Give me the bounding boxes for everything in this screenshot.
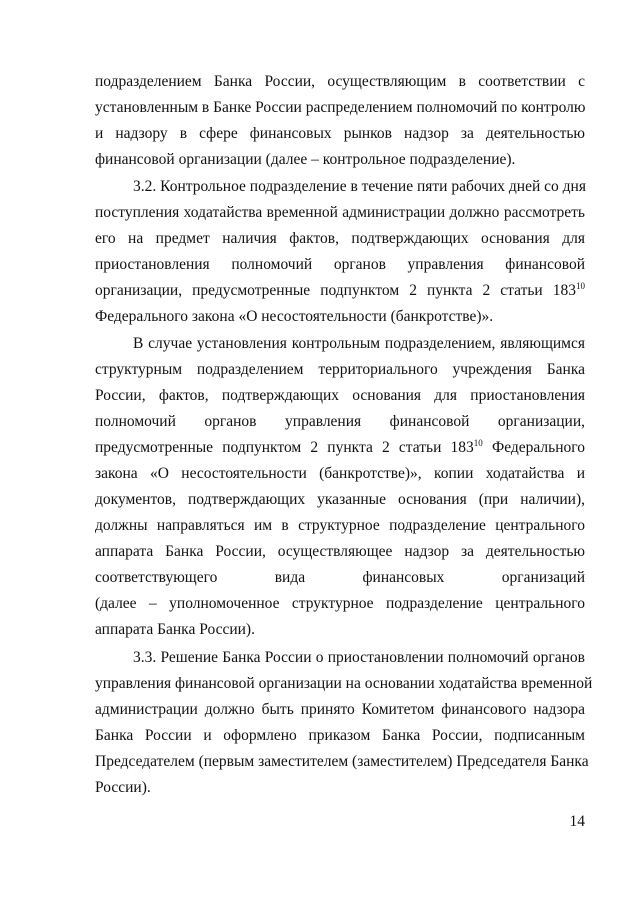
paragraph-4-line-2: управления финансовой организации на основании ходатайства временной bbox=[95, 675, 593, 692]
paragraph-3-line-8: должны направляться им в структурное подразделение центрального bbox=[95, 517, 585, 534]
paragraph-1-line-1: подразделением Банка России, осуществляющим в соответствии с bbox=[95, 73, 585, 90]
article-superscript: 10 bbox=[576, 280, 585, 291]
paragraph-4-line-3: администрации должно быть принято Комитетом финансового надзора bbox=[95, 701, 585, 718]
paragraph-2-line-3: его на предмет наличия фактов, подтверждающих основания для bbox=[95, 230, 585, 247]
paragraph-3-line-3: России, фактов, подтверждающих основания для приостановления bbox=[95, 387, 585, 404]
paragraph-2-line-5-text: организации, предусмотренные подпунктом 2 пункта 2 статьи 183 bbox=[95, 282, 576, 299]
paragraph-4-line-5: Председателем (первым заместителем (заместителем) Председателя Банка bbox=[95, 753, 589, 770]
paragraph-4-line-6: России). bbox=[95, 779, 151, 796]
paragraph-2-line-1: 3.2. Контрольное подразделение в течение пяти рабочих дней со дня bbox=[133, 178, 586, 195]
paragraph-3-line-12: аппарата Банка России). bbox=[95, 621, 255, 638]
paragraph-3-line-5 bbox=[95, 435, 585, 461]
paragraph-3-line-7: документов, подтверждающих указанные основания (при наличии), bbox=[95, 491, 585, 508]
paragraph-2-line-5 bbox=[95, 278, 585, 304]
paragraph-2-line-6: Федерального закона «О несостоятельности (банкротстве)». bbox=[95, 308, 494, 325]
paragraph-3-line-6: закона «О несостоятельности (банкротстве)», копии ходатайства и bbox=[95, 465, 585, 482]
paragraph-3-line-9: аппарата Банка России, осуществляющее надзор за деятельностью bbox=[95, 543, 585, 560]
paragraph-1-line-3: и надзору в сфере финансовых рынков надзор за деятельностью bbox=[95, 125, 585, 142]
paragraph-1-line-4: финансовой организации (далее – контрольное подразделение). bbox=[95, 151, 516, 168]
paragraph-3-line-1: В случае установления контрольным подразделением, являющимся bbox=[133, 335, 585, 352]
paragraph-3-line-5-tail: Федерального bbox=[482, 439, 585, 456]
paragraph-2-line-2: поступления ходатайства временной администрации должно рассмотреть bbox=[95, 204, 585, 221]
paragraph-4-line-4: Банка России и оформлено приказом Банка России, подписанным bbox=[95, 727, 585, 744]
paragraph-3-line-2: структурным подразделением территориального учреждения Банка bbox=[95, 361, 585, 378]
article-superscript: 10 bbox=[473, 437, 483, 448]
paragraph-1-line-2: установленным в Банке России распределением полномочий по контролю bbox=[95, 99, 586, 116]
paragraph-3-line-11: (далее – уполномоченное структурное подразделение центрального bbox=[95, 595, 585, 612]
paragraph-2-line-4: приостановления полномочий органов управления финансовой bbox=[95, 256, 585, 273]
paragraph-3-line-5-text: предусмотренные подпунктом 2 пункта 2 статьи 183 bbox=[95, 439, 474, 456]
paragraph-4-line-1: 3.3. Решение Банка России о приостановлении полномочий органов bbox=[133, 649, 585, 666]
paragraph-3-line-10: соответствующего вида финансовых организаций bbox=[95, 569, 585, 586]
paragraph-3-line-4: полномочий органов управления финансовой организации, bbox=[95, 413, 585, 430]
page-number: 14 bbox=[569, 813, 585, 830]
